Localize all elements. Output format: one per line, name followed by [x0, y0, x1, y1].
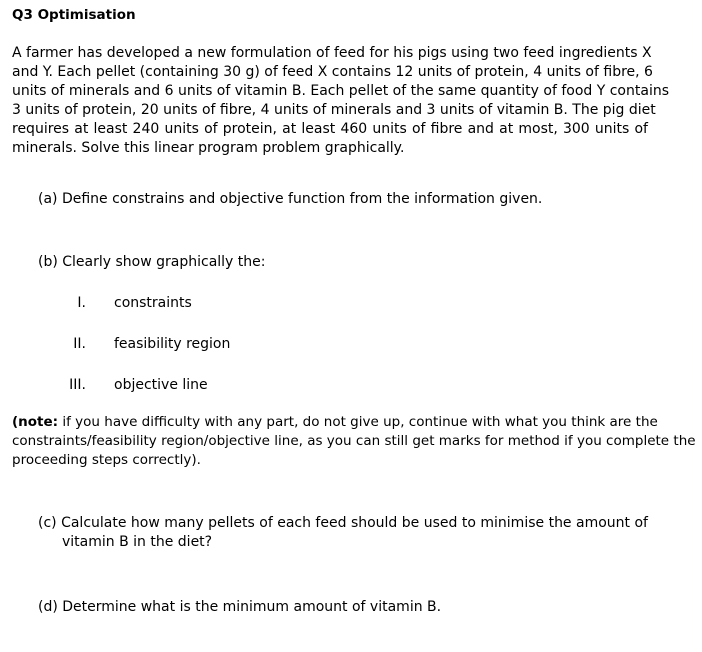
roman-numeral: III.: [69, 377, 86, 393]
part-b-item-text: feasibility region: [114, 336, 231, 352]
part-d: [38, 598, 441, 617]
question-title: Q3 Optimisation: [12, 7, 136, 23]
problem-line: and Y. Each pellet (containing 30 g) of feed X contains 12 units of protein, 4 units of fibre, 6: [12, 64, 653, 80]
part-b-item-text: objective line: [114, 377, 208, 393]
problem-statement: [12, 44, 669, 158]
part-b-text: (b) Clearly show graphically the:: [38, 254, 266, 270]
part-b-item-text: constraints: [114, 295, 192, 311]
note-text: if you have difficulty with any part, do not give up, continue with what you think are the: [58, 414, 658, 430]
part-a: [38, 190, 542, 209]
part-c: [38, 514, 648, 552]
part-c-line: (c) Calculate how many pellets of each feed should be used to minimise the amount of: [38, 515, 648, 531]
part-d-text: (d) Determine what is the minimum amount of vitamin B.: [38, 599, 442, 615]
roman-numeral: I.: [77, 295, 86, 311]
part-c-line: vitamin B in the diet?: [62, 534, 213, 550]
part-b: [38, 253, 266, 272]
problem-line: minerals. Solve this linear program problem graphically.: [12, 140, 405, 156]
note-paragraph: [12, 413, 696, 470]
note-label: (note:: [12, 414, 59, 430]
problem-line: units of minerals and 6 units of vitamin B. Each pellet of the same quantity of food Y contains: [12, 83, 669, 99]
note-line: constraints/feasibility region/objective line, as you can still get marks for method if you complete the: [12, 433, 696, 449]
problem-line: requires at least 240 units of protein, at least 460 units of fibre and at most, 300 units of: [12, 121, 648, 137]
part-a-text: (a) Define constrains and objective function from the information given.: [38, 191, 543, 207]
note-line: [12, 413, 658, 432]
roman-numeral: II.: [73, 336, 86, 352]
note-line: proceeding steps correctly).: [12, 452, 201, 468]
problem-line: A farmer has developed a new formulation of feed for his pigs using two feed ingredients X: [12, 45, 652, 61]
problem-line: 3 units of protein, 20 units of fibre, 4 units of minerals and 3 units of vitamin B. The pig diet: [12, 102, 656, 118]
